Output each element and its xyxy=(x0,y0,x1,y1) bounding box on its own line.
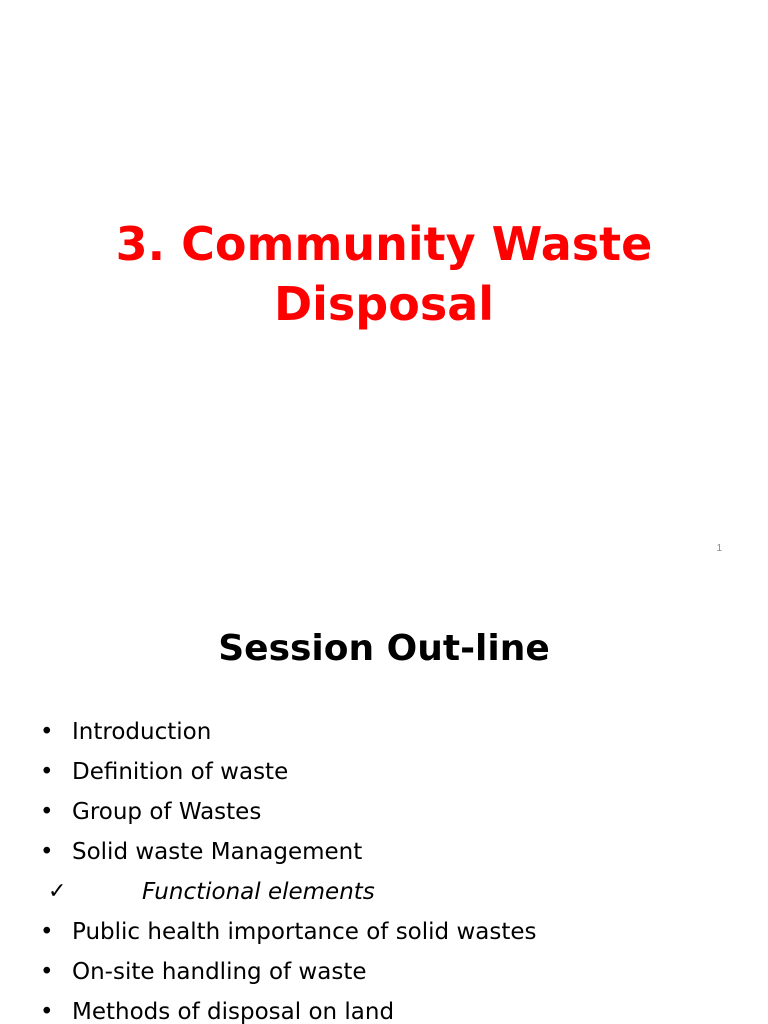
outline-item-methods-of-disposal xyxy=(40,992,740,1024)
outline-item-definition xyxy=(40,752,740,792)
outline-subitem-functional-elements xyxy=(40,872,740,912)
outline-item-public-health xyxy=(40,912,740,952)
outline-item-group-of-wastes xyxy=(40,792,740,832)
bullet-icon: • xyxy=(40,959,54,985)
slide-number: 1 xyxy=(716,543,722,554)
session-outline-title: Session Out-line xyxy=(218,628,550,669)
bullet-icon: • xyxy=(40,799,54,825)
session-outline-list xyxy=(40,712,740,1024)
outline-item-text: Solid waste Management xyxy=(72,839,363,865)
checkmark-icon: ✓ xyxy=(48,879,67,904)
bullet-icon: • xyxy=(40,759,54,785)
slide-title xyxy=(40,214,728,334)
bullet-icon: • xyxy=(40,999,54,1024)
outline-item-solid-waste-management xyxy=(40,832,740,872)
outline-item-text: Functional elements xyxy=(142,879,375,905)
outline-item-introduction xyxy=(40,712,740,752)
slide-2 xyxy=(0,576,768,1024)
bullet-icon: • xyxy=(40,719,54,745)
bullet-icon: • xyxy=(40,919,54,945)
outline-item-text: Definition of waste xyxy=(72,759,289,785)
outline-item-text: Methods of disposal on land xyxy=(72,999,395,1024)
outline-item-text: Introduction xyxy=(72,719,212,745)
bullet-icon: • xyxy=(40,839,54,865)
slide-title-line-2: Disposal xyxy=(273,277,495,331)
outline-item-text: Public health importance of solid wastes xyxy=(72,919,537,945)
outline-item-text: On-site handling of waste xyxy=(72,959,367,985)
slide-title-line-1: 3. Community Waste xyxy=(115,217,653,271)
outline-item-text: Group of Wastes xyxy=(72,799,262,825)
outline-item-onsite-handling xyxy=(40,952,740,992)
